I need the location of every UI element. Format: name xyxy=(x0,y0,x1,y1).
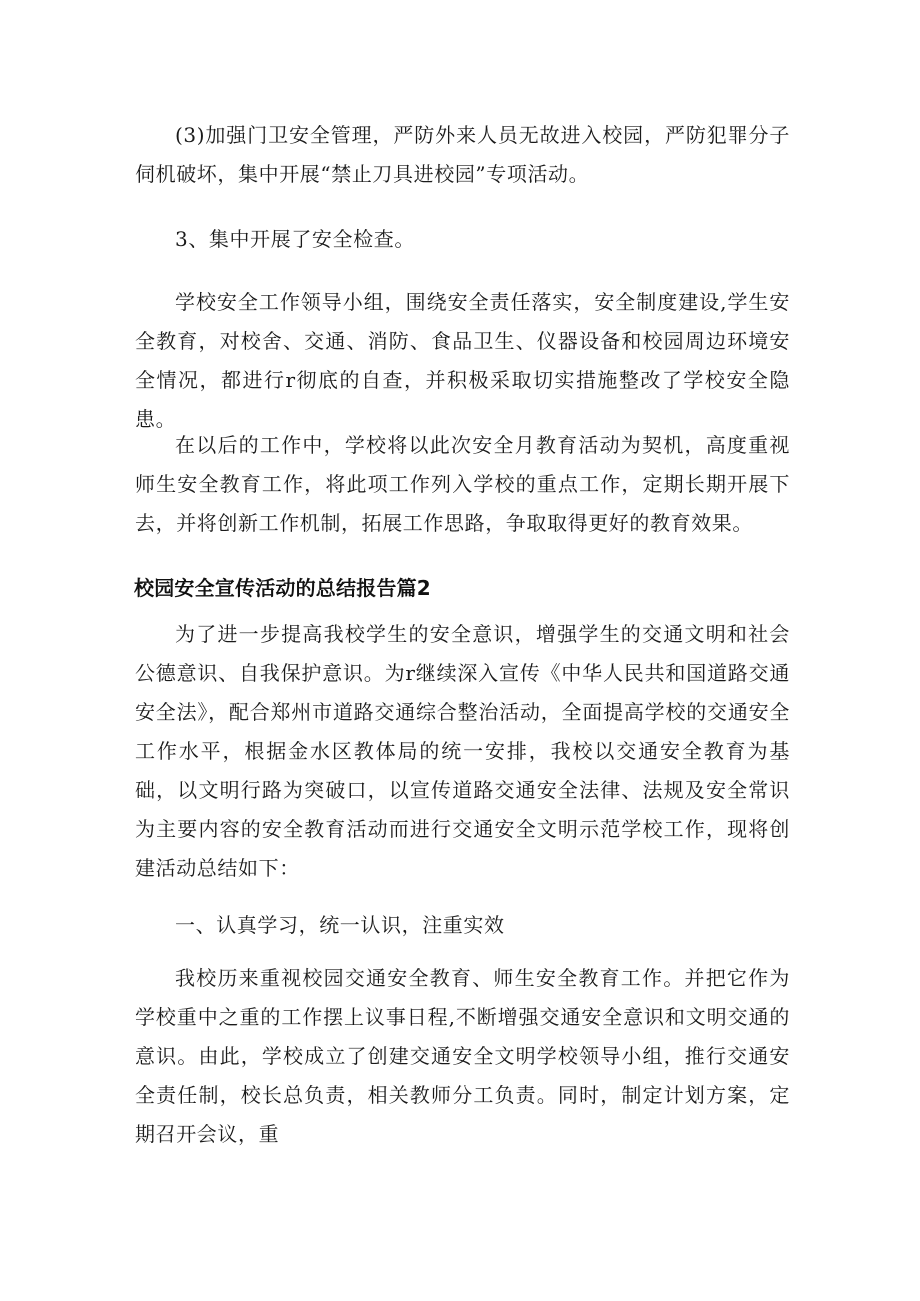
paragraph-safety-inspection: 学校安全工作领导小组，围绕安全责任落实，安全制度建设,学生安全教育，对校舍、交通、消防、食品卫生、仪器设备和校园周边环境安全情况，都进行r彻底的自查，并积极采取切实措施整改了学校安全隐患。 xyxy=(135,290,790,431)
paragraph-intro: 为了进一步提高我校学生的安全意识，增强学生的交通文明和社会公德意识、自我保护意识。为r继续深入宣传《中华人民共和国道路交通安全法》，配合郑州市道路交通综合整治活动，全面提高学校的交通安全工作水平，根据金水区教体局的统一安排，我校以交通安全教育为基础，以文明行路为突破口，以宣传道路交通安全法律、法规及安全常识为主要内容的安全教育活动而进行交通安全文明示范学校工作，现将创建活动总结如下： xyxy=(135,622,790,880)
paragraph-leadership: 我校历来重视校园交通安全教育、师生安全教育工作。并把它作为学校重中之重的工作摆上议事日程,不断增强交通安全意识和文明交通的意识。由此，学校成立了创建交通安全文明学校领导小组，推行交通安全责任制，校长总负责，相关教师分工负责。同时，制定计划方案，定期召开会议，重 xyxy=(135,966,790,1146)
paragraph-safety-inspection-title: 3、集中开展了安全检查。 xyxy=(175,227,415,251)
paragraph-gatekeeping: (3)加强门卫安全管理，严防外来人员无故进入校园，严防犯罪分子伺机破坏，集中开展“禁止刀具进校园”专项活动。 xyxy=(135,123,790,186)
paragraph-subheading-one: 一、认真学习，统一认识，注重实效 xyxy=(175,913,505,937)
paragraph-future-work: 在以后的工作中，学校将以此次安全月教育活动为契机，高度重视师生安全教育工作，将此项工作列入学校的重点工作，定期长期开展下去，并将创新工作机制，拓展工作思路，争取取得更好的教育效果。 xyxy=(135,433,790,535)
section-heading: 校园安全宣传活动的总结报告篇2 xyxy=(134,576,431,600)
